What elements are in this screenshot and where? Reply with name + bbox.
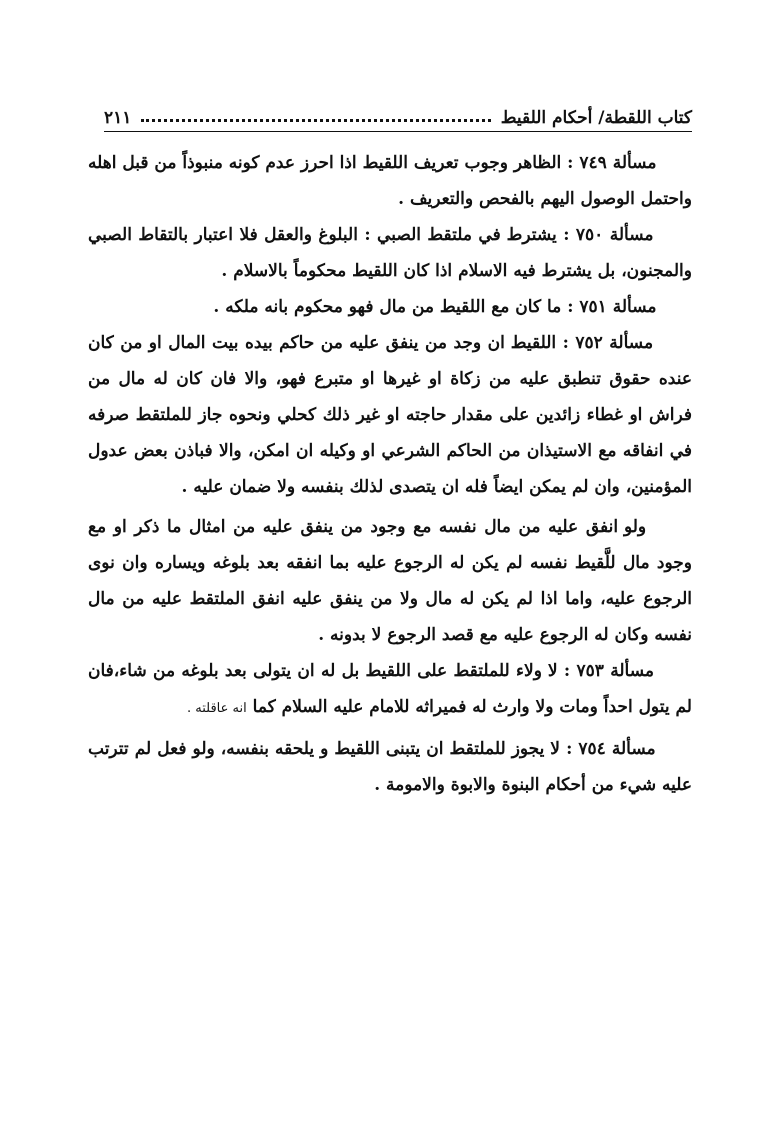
masala-text: لا يجوز للملتقط ان يتبنى اللقيط و يلحقه بنفسه، ولو فعل لم تترتب عليه شيء من أحكام البنوة والابوة والامومة . bbox=[88, 739, 692, 795]
masala-label: مسألة ٧٥٤ : bbox=[566, 739, 656, 759]
page-number: ٢١١ bbox=[104, 108, 132, 128]
masala-text: لا ولاء للملتقط على اللقيط بل له ان يتولى بعد بلوغه من شاء،فان لم يتول احداً ومات ولا وارث له فميراثه للامام عليه السلام كما bbox=[88, 661, 692, 717]
masala-text: يشترط في ملتقط الصبي : البلوغ والعقل فلا اعتبار بالتقاط الصبي والمجنون، بل يشترط فيه الاسلام اذا كان اللقيط محكوماً بالاسلام . bbox=[88, 225, 692, 281]
masala-label: مسألة ٧٥١ : bbox=[567, 297, 657, 317]
masala-749 bbox=[88, 145, 692, 217]
masala-text: اللقيط ان وجد من ينفق عليه من حاكم بيده بيت المال او من كان عنده حقوق تنطبق عليه من زكاة او غيرها او متبرع فهو، والا فان كان له مال من فراش او غطاء زائدين على مقدار حاجته او غير ذلك كحلي ونحوه جاز للملتقط صرفه في انفاقه مع الاستيذان من الحاكم الشرعي او وكيله ان امكن، والا فباذن بعض عدول المؤمنين، وان لم يمكن ايضاً فله ان يتصدى لذلك بنفسه ولا ضمان عليه . bbox=[88, 333, 692, 497]
masala-752 bbox=[88, 325, 692, 505]
chapter-title: كتاب اللقطة/ أحكام اللقيط bbox=[500, 108, 692, 128]
masala-754 bbox=[88, 731, 692, 803]
masala-label: مسألة ٧٥٢ : bbox=[562, 333, 654, 353]
header-rule bbox=[104, 131, 692, 132]
masala-text: ما كان مع اللقيط من مال فهو محكوم بانه ملكه . bbox=[213, 297, 562, 317]
page-body bbox=[88, 145, 692, 803]
masala-751 bbox=[88, 289, 692, 325]
running-header bbox=[104, 100, 692, 128]
masala-752-continued bbox=[88, 509, 692, 653]
masala-label: مسألة ٧٥٣ : bbox=[563, 661, 654, 681]
masala-tail: انه عاقلته . bbox=[187, 701, 247, 716]
masala-label: مسألة ٧٤٩ : bbox=[567, 153, 657, 173]
masala-label: مسألة ٧٥٠ : bbox=[563, 225, 654, 245]
masala-753 bbox=[88, 653, 692, 727]
masala-750 bbox=[88, 217, 692, 289]
masala-text: ولو انفق عليه من مال نفسه مع وجود من ينفق عليه من امثال ما ذكر او مع وجود مال للَّقيط نفسه لم يكن له الرجوع عليه بما انفقه بعد بلوغه ويساره وان نوى الرجوع عليه، واما اذا لم يكن له مال ولا من ينفق عليه انفق الملتقط عليه من مال نفسه وكان له الرجوع عليه مع قصد الرجوع لا بدونه . bbox=[88, 517, 692, 645]
masala-text: الظاهر وجوب تعريف اللقيط اذا احرز عدم كونه منبوذاً من قبل اهله واحتمل الوصول اليهم بالفحص والتعريف . bbox=[88, 153, 692, 209]
dot-leader bbox=[141, 118, 490, 122]
